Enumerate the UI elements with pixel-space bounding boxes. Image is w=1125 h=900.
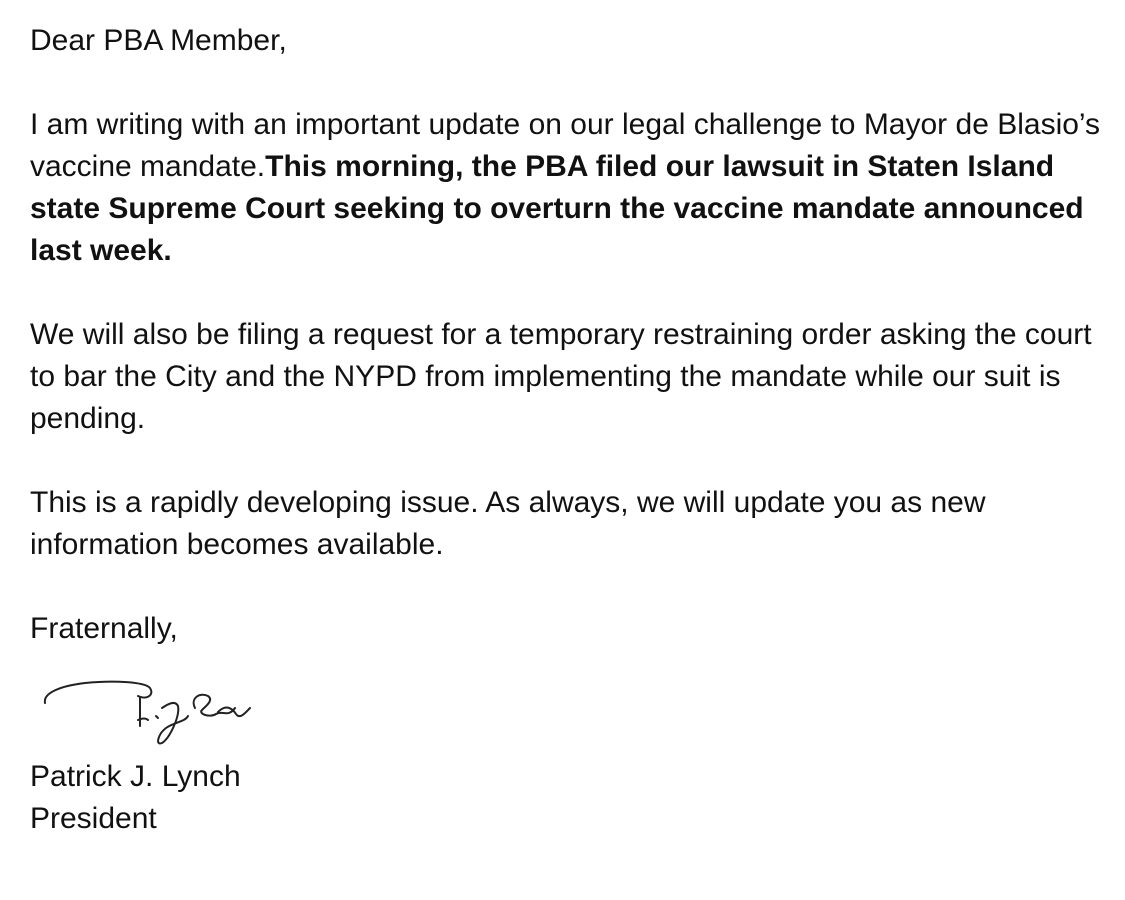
paragraph-lawsuit-intro: I am writing with an important update on our legal challenge to Mayor de Blasio’s vaccine mandate. [30, 108, 1101, 183]
signer-title: President [30, 802, 157, 835]
signer-name: Patrick J. Lynch [30, 760, 241, 793]
spacer [30, 272, 1110, 314]
spacer [30, 566, 1110, 608]
closing: Fraternally, [30, 612, 178, 645]
paragraph-lawsuit-bold: This morning, the PBA filed our lawsuit in Staten Island state Supreme Court seeking to overturn the vaccine mandate announced last week. [30, 150, 1084, 267]
paragraph-lawsuit-update [30, 104, 1110, 272]
salutation: Dear PBA Member, [30, 24, 287, 57]
letter-body [30, 20, 1110, 840]
spacer [30, 440, 1110, 482]
paragraph-developing-issue: This is a rapidly developing issue. As always, we will update you as new information becomes available. [30, 486, 986, 561]
handwritten-signature [30, 668, 260, 748]
paragraph-restraining-order: We will also be filing a request for a temporary restraining order asking the court to bar the City and the NYPD from implementing the mandate while our suit is pending. [30, 318, 1092, 435]
spacer [30, 62, 1110, 104]
signature-drawing [40, 668, 260, 748]
